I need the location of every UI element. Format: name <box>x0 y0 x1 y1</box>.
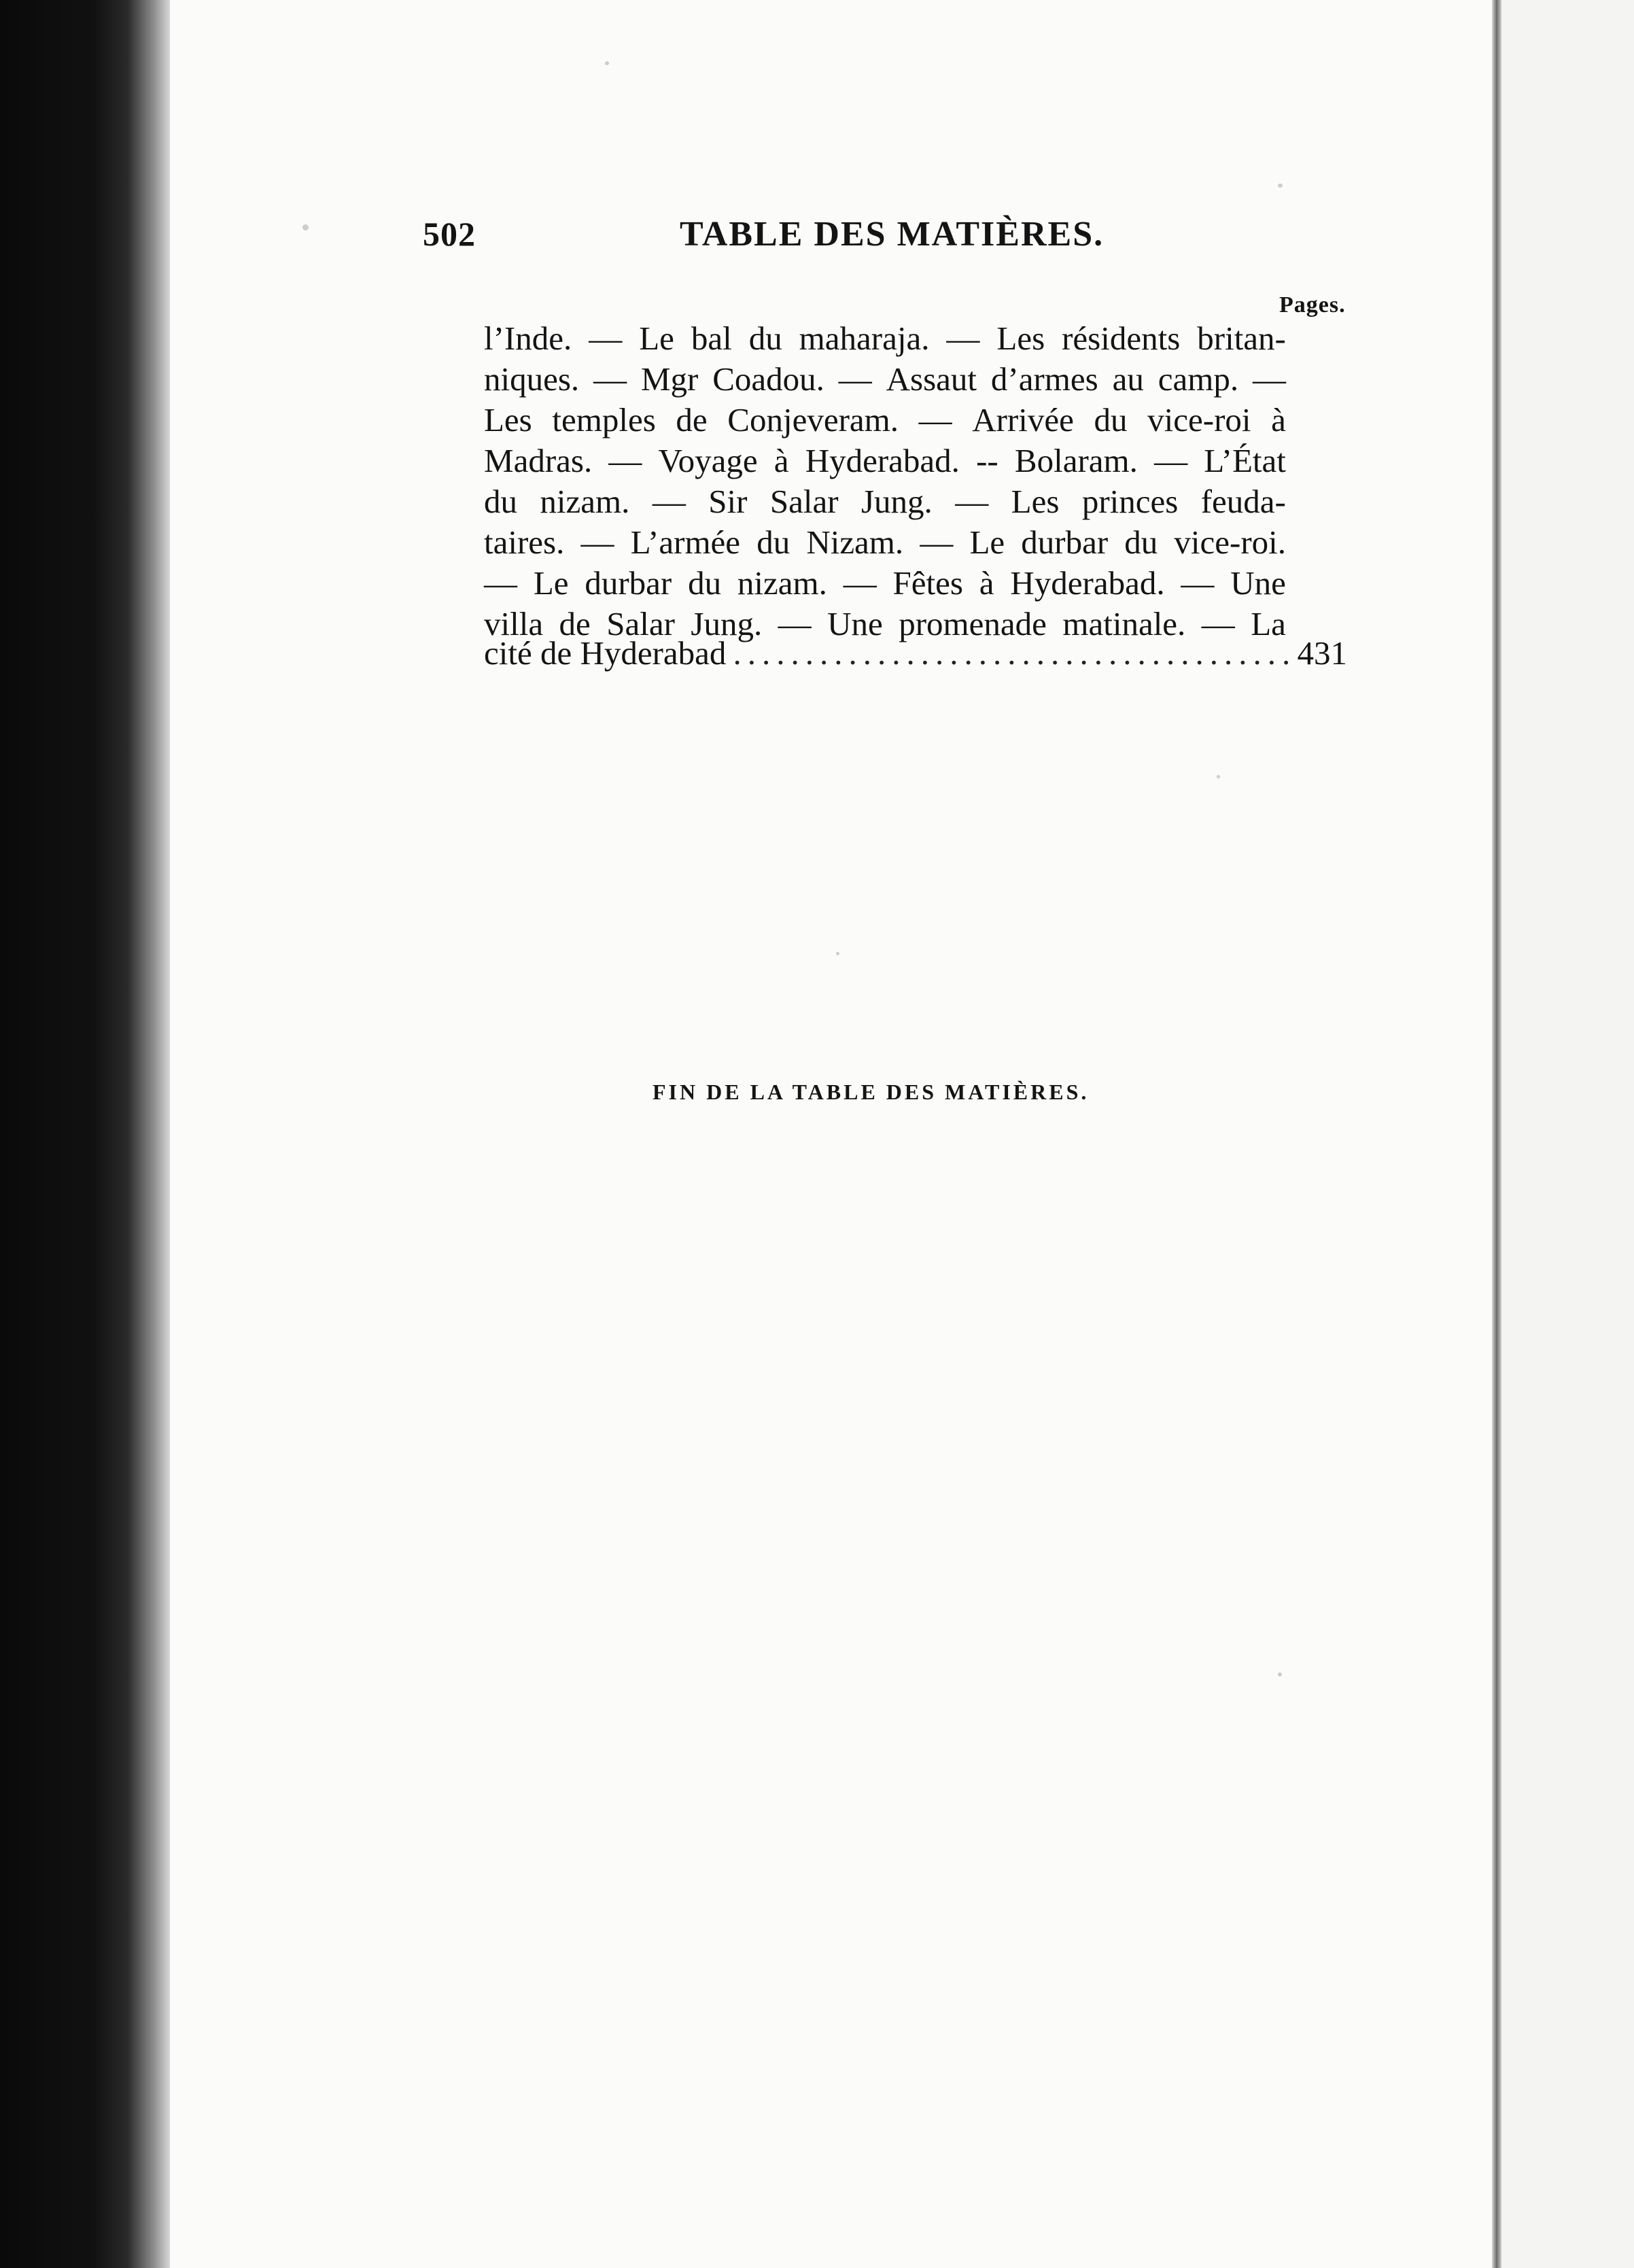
toc-word: — <box>580 523 614 561</box>
running-title: TABLE DES MATIÈRES. <box>680 215 1105 254</box>
toc-word: niques. <box>484 360 580 398</box>
toc-word: l’Inde. <box>484 320 572 357</box>
toc-word: Jung. <box>691 605 763 642</box>
toc-word: villa <box>484 605 544 642</box>
toc-word: à <box>1271 401 1286 439</box>
toc-line <box>484 359 1286 400</box>
toc-line <box>484 400 1286 441</box>
toc-word: — <box>1201 605 1235 642</box>
toc-word: — <box>652 483 686 520</box>
toc-word: bal <box>691 320 732 357</box>
toc-word: — <box>589 320 623 357</box>
toc-line <box>484 563 1286 604</box>
toc-word: Conjeveram. <box>727 401 899 439</box>
toc-word: Nizam. <box>806 523 904 561</box>
toc-word: à <box>773 442 789 479</box>
toc-word: Salar <box>769 483 839 520</box>
toc-word: Les <box>1011 483 1060 520</box>
toc-word: — <box>843 564 877 602</box>
toc-word: Arrivée <box>972 401 1074 439</box>
toc-word: du <box>1094 401 1128 439</box>
page-gutter <box>1492 0 1501 2268</box>
toc-word: Sir <box>708 483 748 520</box>
toc-word: Les <box>484 401 532 439</box>
toc-word: — <box>1252 360 1286 398</box>
toc-word: d’armes <box>990 360 1098 398</box>
toc-word: La <box>1251 605 1286 642</box>
toc-word: — <box>608 442 642 479</box>
pages-column-label: Pages. <box>1279 292 1346 317</box>
toc-word: résidents <box>1062 320 1181 357</box>
toc-word: du <box>484 483 517 520</box>
toc-word: nizam. <box>737 564 827 602</box>
toc-page-reference: 431 <box>1297 634 1347 672</box>
toc-word: L’armée <box>630 523 741 561</box>
toc-entry-last-text: cité de Hyderabad <box>484 634 727 672</box>
toc-word: — <box>838 360 872 398</box>
toc-word: Hyderabad. <box>1010 564 1165 602</box>
toc-word: L’État <box>1204 442 1286 479</box>
toc-word: Madras. <box>484 442 593 479</box>
toc-line <box>484 441 1286 481</box>
toc-word: de <box>559 605 591 642</box>
toc-word: Fêtes <box>892 564 963 602</box>
toc-word: maharaja. <box>799 320 930 357</box>
toc-word: — <box>593 360 627 398</box>
toc-word: vice-roi. <box>1174 523 1286 561</box>
toc-entry-paragraph <box>484 318 1286 645</box>
toc-word: promenade <box>899 605 1047 642</box>
toc-word: princes <box>1081 483 1179 520</box>
toc-word: britan- <box>1197 320 1286 357</box>
toc-word: Bolaram. <box>1014 442 1138 479</box>
toc-word: à <box>979 564 994 602</box>
toc-word: — <box>918 401 952 439</box>
toc-word: de <box>676 401 708 439</box>
toc-word: Mgr <box>640 360 699 398</box>
toc-word: — <box>778 605 812 642</box>
toc-word: — <box>484 564 517 602</box>
toc-word: Assaut <box>886 360 977 398</box>
toc-word: Une <box>1230 564 1286 602</box>
toc-entry-last-line <box>484 633 1347 674</box>
toc-word: du <box>748 320 782 357</box>
toc-word: du <box>688 564 722 602</box>
toc-word: Le <box>533 564 569 602</box>
toc-word: Une <box>827 605 883 642</box>
toc-word: taires. <box>484 523 565 561</box>
toc-word: au <box>1112 360 1144 398</box>
toc-line <box>484 318 1286 359</box>
toc-word: — <box>1154 442 1188 479</box>
toc-word: Jung. <box>861 483 933 520</box>
toc-word: du <box>757 523 790 561</box>
toc-word: — <box>955 483 989 520</box>
toc-word: Coadou. <box>712 360 824 398</box>
toc-line <box>484 481 1286 522</box>
toc-word: feuda- <box>1200 483 1286 520</box>
toc-word: — <box>920 523 954 561</box>
toc-word: durbar <box>585 564 672 602</box>
toc-word: temples <box>552 401 656 439</box>
toc-word: Voyage <box>658 442 758 479</box>
toc-word: nizam. <box>540 483 630 520</box>
toc-word: du <box>1124 523 1158 561</box>
dot-leader <box>733 633 1287 674</box>
toc-line <box>484 522 1286 563</box>
book-binding-edge <box>0 0 170 2268</box>
toc-word: Salar <box>606 605 675 642</box>
end-of-table-note: FIN DE LA TABLE DES MATIÈRES. <box>653 1080 1090 1104</box>
facing-page-edge <box>1501 0 1634 2268</box>
toc-word: — <box>946 320 980 357</box>
toc-word: -- <box>976 442 998 479</box>
toc-word: vice-roi <box>1147 401 1251 439</box>
toc-word: Les <box>996 320 1045 357</box>
toc-word: — <box>1181 564 1215 602</box>
toc-word: matinale. <box>1062 605 1186 642</box>
toc-word: Le <box>639 320 674 357</box>
toc-word: Hyderabad. <box>805 442 960 479</box>
toc-word: camp. <box>1158 360 1239 398</box>
page-number: 502 <box>423 215 476 253</box>
toc-word: durbar <box>1021 523 1109 561</box>
toc-word: Le <box>969 523 1005 561</box>
